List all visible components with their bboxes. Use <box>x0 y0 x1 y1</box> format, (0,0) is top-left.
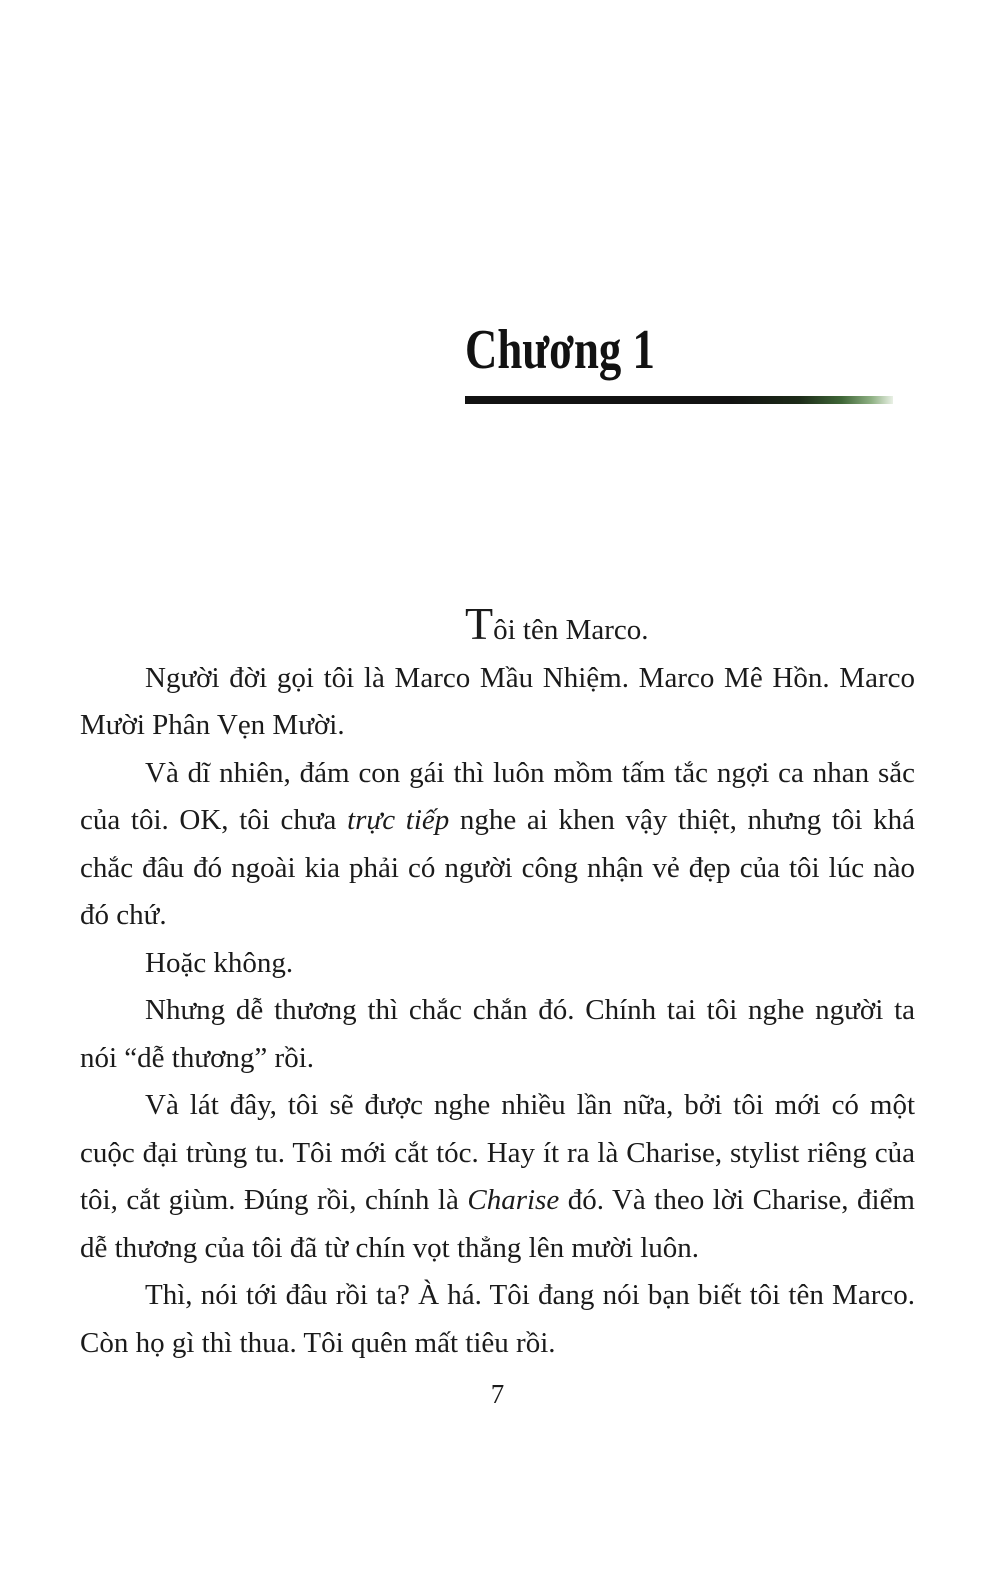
drop-cap: T <box>465 598 494 649</box>
text-run: Người đời gọi tôi là Marco Mầu Nhiệm. Marco Mê Hồn. Marco Mười Phân Vẹn Mười. <box>80 661 915 741</box>
paragraph <box>80 1272 915 1367</box>
paragraph <box>80 987 915 1082</box>
paragraph <box>80 1082 915 1272</box>
chapter-title: Chương 1 <box>465 319 655 381</box>
text-run-italic: trực tiếp <box>347 804 450 836</box>
page-number: 7 <box>490 1379 505 1409</box>
text-run: Nhưng dễ thương thì chắc chắn đó. Chính tai tôi nghe người ta nói “dễ thương” rồi. <box>80 994 915 1074</box>
chapter-header <box>0 0 997 404</box>
paragraphs-container <box>80 655 915 1368</box>
page-footer <box>0 1379 997 1410</box>
paragraph <box>80 750 915 940</box>
text-run: Hoặc không. <box>145 946 294 979</box>
text-run: nghe ai khen vậy thiệt, nhưng tôi khá chắc đâu đó ngoài kia phải có người công nhận vẻ đẹp của tôi lúc nào đó chứ. <box>80 804 915 931</box>
body-text <box>80 600 915 1367</box>
opening-text: ôi tên Marco. <box>493 614 649 646</box>
text-run: đó. Và theo lời Charise, điểm dễ thương của tôi đã từ chín vọt thẳng lên mười luôn. <box>80 1184 915 1264</box>
chapter-rule <box>465 396 893 404</box>
text-run: Thì, nói tới đâu rồi ta? À há. Tôi đang nói bạn biết tôi tên Marco. Còn họ gì thì thua. Tôi quên mất tiêu rồi. <box>80 1279 915 1359</box>
paragraph <box>80 655 915 750</box>
text-run-italic: Charise <box>467 1184 560 1216</box>
text-run: Và dĩ nhiên, đám con gái thì luôn mồm tấm tắc ngợi ca nhan sắc của tôi. OK, tôi chưa <box>80 756 915 836</box>
paragraph <box>80 940 915 988</box>
paragraph-opening <box>80 600 915 655</box>
text-run: Và lát đây, tôi sẽ được nghe nhiều lần nữa, bởi tôi mới có một cuộc đại trùng tu. Tôi mới cắt tóc. Hay ít ra là Charise, stylist riêng của tôi, cắt giùm. Đúng rồi, chính là <box>80 1089 915 1216</box>
